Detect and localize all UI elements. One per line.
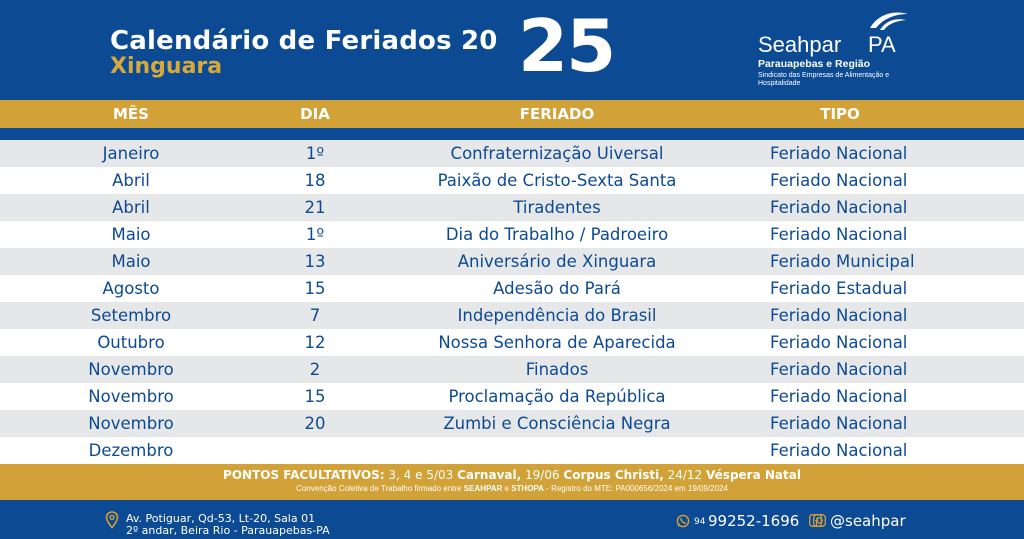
cell-feriado: Dia do Trabalho / Padroeiro bbox=[445, 225, 669, 244]
table-row bbox=[0, 221, 1024, 248]
cell-feriado: Tiradentes bbox=[513, 198, 601, 217]
whatsapp-icon bbox=[676, 514, 690, 528]
cell-mes: Novembro bbox=[88, 414, 174, 433]
header-divider-strip bbox=[0, 128, 1024, 140]
cell-tipo: Feriado Nacional bbox=[770, 333, 908, 352]
cell-tipo: Feriado Nacional bbox=[770, 387, 908, 406]
instagram-icon bbox=[813, 514, 826, 527]
brand-name: Seahpar bbox=[758, 32, 842, 57]
table-row bbox=[0, 302, 1024, 329]
cell-mes: Janeiro bbox=[102, 144, 160, 163]
cell-feriado: Aniversário de Xinguara bbox=[457, 252, 657, 271]
cell-mes: Novembro bbox=[88, 387, 174, 406]
table-row bbox=[0, 140, 1024, 167]
cell-mes: Maio bbox=[111, 252, 151, 271]
cell-tipo: Feriado Nacional bbox=[770, 144, 908, 163]
pontos-dates-2: 19/06 bbox=[525, 468, 560, 482]
cell-dia: 20 bbox=[304, 414, 326, 433]
cell-dia: 18 bbox=[304, 171, 326, 190]
cell-tipo: Feriado Estadual bbox=[770, 279, 908, 298]
table-row bbox=[0, 248, 1024, 275]
cell-mes: Setembro bbox=[90, 306, 172, 325]
cell-dia: 7 bbox=[309, 306, 321, 325]
cell-feriado: Independência do Brasil bbox=[457, 306, 657, 325]
pontos-label: PONTOS FACULTATIVOS: bbox=[223, 468, 385, 482]
cell-feriado: Confraternização Uiversal bbox=[450, 144, 664, 163]
cell-tipo: Feriado Municipal bbox=[770, 252, 915, 271]
cell-feriado: Nossa Senhora de Aparecida bbox=[438, 333, 676, 352]
holiday-table bbox=[0, 140, 1024, 464]
pontos-facultativos bbox=[223, 468, 801, 482]
pontos-event-2: Corpus Christi, bbox=[563, 468, 664, 482]
brand-swoosh-icon bbox=[866, 10, 910, 32]
cell-tipo: Feriado Nacional bbox=[770, 441, 908, 460]
convencao-note bbox=[296, 484, 728, 493]
cell-tipo: Feriado Nacional bbox=[770, 414, 908, 433]
cell-dia: 21 bbox=[304, 198, 326, 217]
city-subtitle: Xinguara bbox=[110, 54, 223, 79]
pontos-dates-3: 24/12 bbox=[667, 468, 703, 482]
brand-description: Sindicato das Empresas de Alimentação e Hospitalidade bbox=[758, 72, 890, 87]
cell-mes: Abril bbox=[112, 198, 150, 217]
address-line-1: Av. Potiguar, Qd-53, Lt-20, Sala 01 bbox=[126, 512, 316, 525]
cell-dia: 13 bbox=[304, 252, 326, 271]
table-row bbox=[0, 167, 1024, 194]
convencao-party-2: STHOPA bbox=[511, 484, 544, 493]
cell-dia: 15 bbox=[304, 279, 326, 298]
table-row bbox=[0, 356, 1024, 383]
cell-feriado: Finados bbox=[525, 360, 589, 379]
social-handle[interactable]: @seahpar bbox=[830, 512, 906, 530]
convencao-party-1: SEAHPAR bbox=[463, 484, 503, 493]
cell-dia: 15 bbox=[304, 387, 326, 406]
brand-tagline: Parauapebas e Região bbox=[758, 58, 871, 70]
cell-tipo: Feriado Nacional bbox=[770, 306, 908, 325]
location-pin-icon bbox=[105, 511, 119, 529]
brand-region: PA bbox=[868, 32, 896, 57]
table-row bbox=[0, 383, 1024, 410]
page-title: Calendário de Feriados 20 bbox=[110, 26, 498, 56]
table-row bbox=[0, 194, 1024, 221]
column-header-feriado: FERIADO bbox=[519, 105, 595, 123]
cell-mes: Maio bbox=[111, 225, 151, 244]
cell-feriado: Paixão de Cristo-Sexta Santa bbox=[437, 171, 677, 190]
cell-mes: Agosto bbox=[102, 279, 160, 298]
cell-tipo: Feriado Nacional bbox=[770, 198, 908, 217]
convencao-prefix: Convenção Coletiva de Trabalho firmado entre bbox=[296, 484, 462, 493]
cell-dia: 1º bbox=[305, 144, 325, 163]
cell-tipo: Feriado Nacional bbox=[770, 360, 908, 379]
pontos-dates-1: 3, 4 e 5/03 bbox=[388, 468, 454, 482]
cell-dia: 12 bbox=[304, 333, 326, 352]
cell-feriado: Zumbi e Consciência Negra bbox=[443, 414, 671, 433]
cell-feriado: Proclamação da República bbox=[448, 387, 666, 406]
phone-number[interactable]: 99252-1696 bbox=[708, 512, 800, 530]
convencao-suffix: - Registro do MTE: PA000656/2024 em 19/09/2024 bbox=[546, 484, 728, 493]
cell-tipo: Feriado Nacional bbox=[770, 171, 908, 190]
cell-tipo: Feriado Nacional bbox=[770, 225, 908, 244]
column-header-dia: DIA bbox=[300, 105, 330, 123]
cell-mes: Outubro bbox=[97, 333, 165, 352]
table-row bbox=[0, 437, 1024, 464]
pontos-event-3: Véspera Natal bbox=[706, 468, 801, 482]
cell-feriado: Adesão do Pará bbox=[493, 279, 621, 298]
table-row bbox=[0, 275, 1024, 302]
cell-mes: Abril bbox=[112, 171, 150, 190]
table-row bbox=[0, 410, 1024, 437]
column-header-tipo: TIPO bbox=[820, 105, 860, 123]
cell-dia: 2 bbox=[309, 360, 321, 379]
address-line-2: 2º andar, Beira Rio - Parauapebas-PA bbox=[126, 524, 330, 537]
cell-dia: 1º bbox=[305, 225, 325, 244]
year-number: 25 bbox=[518, 4, 615, 88]
cell-mes: Novembro bbox=[88, 360, 174, 379]
cell-mes: Dezembro bbox=[88, 441, 174, 460]
table-row bbox=[0, 329, 1024, 356]
brand-logo bbox=[758, 14, 958, 94]
pontos-event-1: Carnaval, bbox=[457, 468, 522, 482]
phone-area-code: 94 bbox=[694, 517, 706, 527]
column-header-bar bbox=[0, 100, 1024, 128]
column-header-mes: MÊS bbox=[113, 105, 149, 123]
convencao-conj: e bbox=[504, 484, 509, 493]
